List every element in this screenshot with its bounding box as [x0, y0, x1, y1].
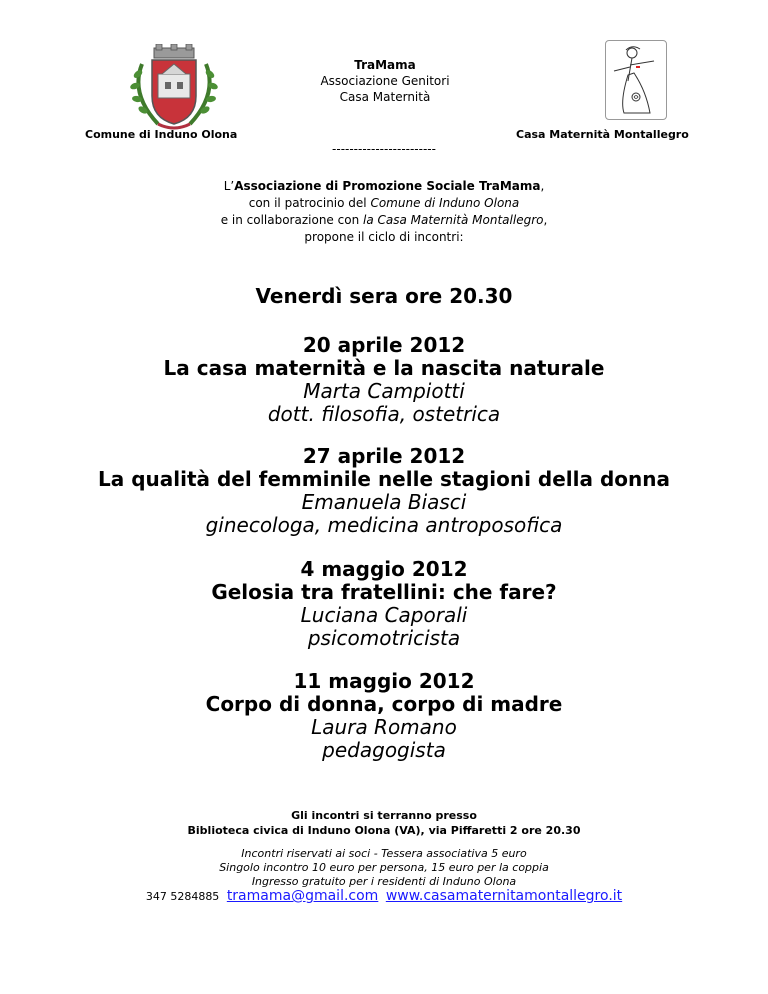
note-single-price: Singolo incontro 10 euro per persona, 15 euro per la coppia: [219, 861, 549, 874]
pricing-notes: [0, 847, 768, 889]
event-date: 20 aprile 2012: [302, 333, 466, 357]
venue-line-1: Gli incontri si terranno presso: [291, 809, 477, 822]
venue-info: [0, 808, 768, 838]
event-date: 27 aprile 2012: [302, 444, 466, 468]
event-speaker: Emanuela Biasci: [301, 490, 467, 514]
event-date: 11 maggio 2012: [293, 669, 475, 693]
note-membership: Incontri riservati ai soci - Tessera associativa 5 euro: [241, 847, 527, 860]
separator-line: ------------------------: [332, 142, 436, 156]
evening-time-heading: Venerdì sera ore 20.30: [255, 284, 513, 308]
intro-comma-2: ,: [543, 213, 548, 227]
event-speaker: Luciana Caporali: [300, 603, 468, 627]
org-name: TraMama: [354, 58, 416, 72]
event-block: [0, 334, 768, 426]
patronage-text: con il patrocinio del: [248, 196, 371, 210]
collaboration-entity: la Casa Maternità Montallegro: [362, 213, 544, 227]
event-speaker-role: psicomotricista: [307, 626, 461, 650]
email-link[interactable]: tramama@gmail.com: [226, 888, 379, 904]
intro-line-1: [0, 178, 768, 195]
intro-line-3: [0, 212, 768, 229]
intro-paragraph: [0, 178, 768, 246]
event-block: [0, 670, 768, 762]
event-speaker-role: ginecologa, medicina antroposofica: [205, 513, 563, 537]
event-block: [0, 558, 768, 650]
event-speaker-role: dott. filosofia, ostetrica: [267, 402, 501, 426]
right-logo-caption: Casa Maternità Montallegro: [516, 128, 689, 141]
intro-line-2: [0, 195, 768, 212]
venue-address: Biblioteca civica di Induno Olona (VA), via Piffaretti 2 ore 20.30: [187, 824, 581, 837]
event-title: La casa maternità e la nascita naturale: [163, 356, 605, 380]
event-speaker: Marta Campiotti: [303, 379, 465, 403]
coat-of-arms-logo: [128, 44, 220, 132]
event-title: Gelosia tra fratellini: che fare?: [211, 580, 557, 604]
contact-line: [0, 888, 768, 904]
intro-prefix: L’: [223, 179, 235, 193]
intro-line-4: propone il ciclo di incontri:: [304, 230, 464, 244]
org-subtitle-2: Casa Maternità: [339, 90, 431, 104]
event-speaker-role: pedagogista: [322, 738, 446, 762]
phone-number: 347 5284885: [145, 890, 220, 903]
org-subtitle: Associazione Genitori: [320, 74, 450, 88]
organization-header: [250, 57, 520, 105]
website-link[interactable]: www.casamaternitamontallegro.it: [385, 888, 623, 904]
left-logo-caption: Comune di Induno Olona: [85, 128, 238, 141]
event-title: La qualità del femminile nelle stagioni della donna: [97, 467, 670, 491]
event-block: [0, 445, 768, 537]
note-free-entry: Ingresso gratuito per i residenti di Induno Olona: [251, 875, 517, 888]
intro-comma: ,: [540, 179, 545, 193]
event-title: Corpo di donna, corpo di madre: [205, 692, 563, 716]
patronage-entity: Comune di Induno Olona: [370, 196, 520, 210]
event-speaker: Laura Romano: [311, 715, 457, 739]
casa-maternita-logo: [605, 40, 667, 120]
event-date: 4 maggio 2012: [300, 557, 468, 581]
association-name: Associazione di Promozione Sociale TraMama: [234, 179, 541, 193]
collaboration-text: e in collaborazione con: [220, 213, 363, 227]
